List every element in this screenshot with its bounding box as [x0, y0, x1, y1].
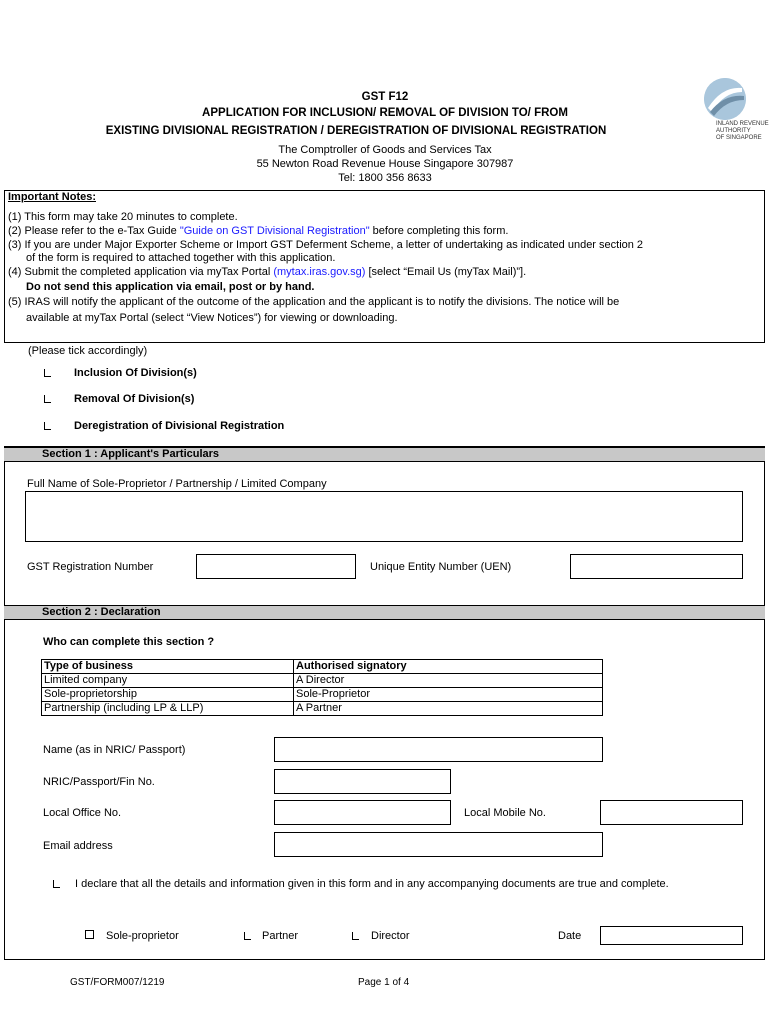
authority-tel: Tel: 1800 356 8633 [338, 172, 432, 184]
name-label: Name (as in NRIC/ Passport) [43, 744, 186, 756]
table-row [42, 688, 603, 702]
uen-label: Unique Entity Number (UEN) [370, 561, 512, 573]
who-can-complete-label: Who can complete this section ? [43, 636, 215, 648]
mobile-number-label: Local Mobile No. [464, 807, 546, 819]
director-label: Director [371, 930, 410, 942]
full-name-field[interactable] [25, 491, 743, 542]
deregistration-checkbox[interactable] [44, 421, 51, 433]
sole-proprietor-checkbox[interactable] [85, 930, 94, 942]
gst-number-field[interactable] [196, 554, 356, 579]
note-4: (4) Submit the completed application via myTax Portal (mytax.iras.gov.sg) [select “Email Us (myTax Mail)”]. [8, 266, 527, 278]
email-label: Email address [43, 840, 113, 852]
mytax-link[interactable]: (mytax.iras.gov.sg) [273, 266, 366, 278]
form-title-line2: EXISTING DIVISIONAL REGISTRATION / DEREGISTRATION OF DIVISIONAL REGISTRATION [105, 125, 607, 137]
declaration-checkbox[interactable] [53, 879, 60, 891]
table-header-cell: Type of business [42, 660, 294, 674]
form-title-line1: APPLICATION FOR INCLUSION/ REMOVAL OF DIVISION TO/ FROM [202, 107, 568, 119]
removal-checkbox[interactable] [44, 394, 51, 406]
office-number-field[interactable] [274, 800, 451, 825]
inclusion-checkbox[interactable] [44, 368, 51, 380]
email-field[interactable] [274, 832, 603, 857]
mobile-number-field[interactable] [600, 800, 743, 825]
table-row [42, 702, 603, 716]
date-label: Date [558, 930, 582, 942]
iras-logo-icon [704, 78, 746, 120]
table-cell: A Partner [294, 702, 603, 716]
table-header-cell: Authorised signatory [294, 660, 603, 674]
note-3-line2: of the form is required to attached together with this application. [26, 252, 336, 264]
note-5-line1: (5) IRAS will notify the applicant of the outcome of the application and the applicant is to notify the divisions. The notice will be [8, 296, 620, 308]
table-cell: A Director [294, 674, 603, 688]
table-cell: Sole-proprietorship [42, 688, 294, 702]
inclusion-label: Inclusion Of Division(s) [74, 367, 197, 379]
name-field[interactable] [274, 737, 603, 762]
partner-checkbox[interactable] [244, 931, 251, 943]
page-number: Page 1 of 4 [358, 977, 410, 988]
gst-number-label: GST Registration Number [27, 561, 154, 573]
authority-address: 55 Newton Road Revenue House Singapore 307987 [256, 158, 514, 170]
date-field[interactable] [600, 926, 743, 945]
note-4-warning: Do not send this application via email, post or by hand. [26, 281, 315, 293]
note-1: (1) This form may take 20 minutes to complete. [8, 211, 238, 223]
notes-heading: Important Notes: [8, 191, 96, 203]
guide-link[interactable]: "Guide on GST Divisional Registration" [179, 225, 370, 237]
office-number-label: Local Office No. [43, 807, 122, 819]
form-reference: GST/FORM007/1219 [70, 977, 165, 988]
director-checkbox[interactable] [352, 931, 359, 943]
full-name-label: Full Name of Sole-Proprietor / Partnership / Limited Company [27, 478, 327, 490]
partner-label: Partner [262, 930, 299, 942]
section2-header: Section 2 : Declaration [4, 605, 765, 620]
table-cell: Sole-Proprietor [294, 688, 603, 702]
table-cell: Limited company [42, 674, 294, 688]
nric-label: NRIC/Passport/Fin No. [43, 776, 155, 788]
note-2: (2) Please refer to the e-Tax Guide "Guide on GST Divisional Registration" before completing this form. [8, 225, 509, 237]
nric-field[interactable] [274, 769, 451, 794]
table-cell: Partnership (including LP & LLP) [42, 702, 294, 716]
logo-caption: INLAND REVENUE AUTHORITY OF SINGAPORE [716, 121, 769, 141]
deregistration-label: Deregistration of Divisional Registration [74, 420, 285, 432]
note-3-line1: (3) If you are under Major Exporter Scheme or Import GST Deferment Scheme, a letter of undertaking as indicated under section 2 [8, 239, 644, 251]
sole-proprietor-label: Sole-proprietor [106, 930, 179, 942]
removal-label: Removal Of Division(s) [74, 393, 195, 405]
note-5-line2: available at myTax Portal (select “View Notices”) for viewing or downloading. [26, 312, 398, 324]
declaration-text: I declare that all the details and information given in this form and in any accompanying documents are true and complete. [75, 878, 669, 890]
table-header-row [42, 660, 603, 674]
tick-instruction: (Please tick accordingly) [28, 345, 148, 357]
table-row [42, 674, 603, 688]
section1-header: Section 1 : Applicant's Particulars [4, 447, 765, 462]
signatory-table [41, 659, 603, 716]
uen-field[interactable] [570, 554, 743, 579]
form-code: GST F12 [361, 91, 409, 103]
authority-name: The Comptroller of Goods and Services Tax [278, 144, 492, 156]
